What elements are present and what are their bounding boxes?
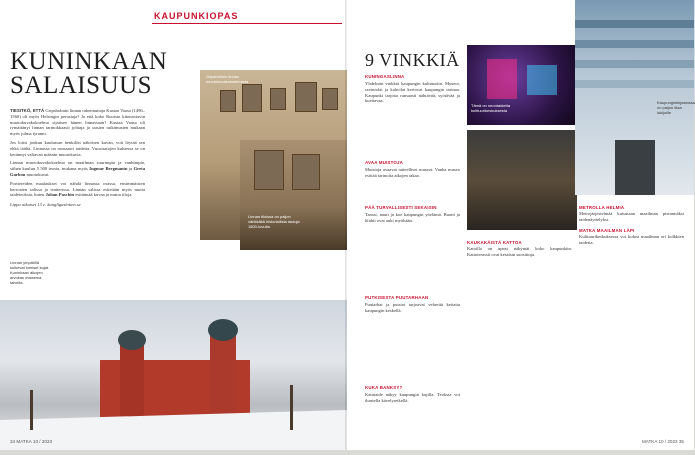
tip-7-column — [579, 205, 684, 246]
portrait-frame — [242, 84, 262, 112]
ticket-tip: Lippu aikuiset 13 e. kungligaslotten.se — [10, 202, 81, 208]
castle-illustration — [0, 300, 347, 450]
shelf-band — [575, 40, 694, 48]
neon-panel — [527, 65, 557, 95]
gallery-caption: Gripsholmin linnan muotokuvakokoelmasta — [206, 74, 249, 84]
neon-panel — [487, 59, 517, 99]
paragraph-3-end: muotokuvat. — [26, 171, 50, 177]
bar-photo — [467, 130, 577, 230]
portrait-frame — [322, 88, 338, 110]
paragraph-4-end: esittämää kuvaa ja muita tiloja. — [75, 192, 133, 198]
tip-5-text: Puutarhat ja puistot tarjoavat vehreitä keitaita kaupungin keskellä. — [365, 302, 460, 313]
paragraph-4-text: Porttereiden maalaukset voi nähdä linnassa osassa, ensimmäisten kerrosten salissa ja teatterissa. Linnan salissa esitetään myös muita taideteoksia, kuten — [10, 180, 145, 198]
page-heading: 9 VINKKIÄ — [365, 50, 460, 70]
tip-7-text: Metrojärjestelmää kutsutaan maailman pisimmäksi taidenäyttelyksi. — [579, 210, 684, 222]
tip-2-text: Muistoja avaavat taiteelliset museot. Vanha museo esittää tarinoita aikojen takaa. — [365, 167, 460, 178]
person-bergman: Ingmar Bergmanin — [89, 166, 128, 172]
intro-text: Gripsholmin linnan rakennuttaja Kustaa Vaasa (1496–1560) oli myös Helsingin perustaja? Ja että koko Ruotsin kiinnostavin muotokuvakokoelma sijaitsee hänen linnassaan? Kustaa Vaasa oli rymättänyt linnan tarmokkaasti johtaja ja uusien tutkimusten mukaan myös julma tyranni. — [10, 108, 145, 137]
title-line-1: KUNINKAAN — [10, 48, 168, 75]
tip-4-heading: KAUKAKÄISTÄ KATTOA — [467, 240, 522, 245]
left-page — [0, 0, 347, 450]
tree-trunk — [290, 385, 293, 430]
section-label: KAUPUNKIOPAS — [154, 11, 239, 21]
portrait-frame — [254, 150, 284, 190]
paragraph-2: Jos loitsi jonkun kuuluisan henkilön näköisen kuvan, voit löytää sen ehkä täältä. Linnassa on runsaasti taidetta. Vuosisatojen kuluessa se on kerännyt valtavan määrän muotokuvia. — [10, 139, 145, 157]
library-caption: Kaupunginkirjastossa on paljon tilaa lukijoille — [657, 100, 695, 115]
shelf-band — [575, 60, 694, 68]
neon-caption: Tämä on neontaidetta kulttuurikeskuksesta — [471, 103, 510, 113]
castle-tower — [210, 330, 236, 420]
snow-ground — [0, 410, 347, 450]
section-rule — [152, 23, 342, 24]
intro-paragraph — [10, 108, 145, 137]
portrait-room-photo — [240, 140, 347, 250]
portrait-frame — [220, 90, 236, 112]
paragraph-3-text: Linnan muotokuvakokoelma on maailman suurimpia ja vanhimpia, siihen kuuluu 5 500 teosta, mukana myös — [10, 160, 145, 172]
paragraph-3 — [10, 160, 145, 177]
tip-1-heading: KUNINGASLINNA — [365, 74, 405, 79]
library-photo — [575, 0, 694, 195]
portrait-frame — [270, 88, 286, 110]
castle-dome — [208, 319, 238, 341]
intro-column — [10, 108, 145, 208]
reader-figure — [615, 140, 655, 195]
portrait-frame — [295, 82, 317, 112]
tip-1-text: Yhdeksän vinkkiä kaupungin kulttuuriin. Museot, ravintolat ja kahvilat kertovat kaupungin tarinaa. Kaupunki tarjoaa runsaasti nähtävää, syötävää ja koettavaa. — [365, 81, 460, 104]
neon-art-photo — [467, 45, 577, 125]
right-page — [347, 0, 694, 450]
library-shelves — [575, 0, 694, 195]
tip-5-heading: PUTKISESTA PUUTARHAAN — [365, 295, 429, 300]
left-folio: 34 MATKA 10 / 2023 — [10, 439, 53, 444]
tip-8-text: Kulttuurikeskuksessa voi kokea maailman eri kolkkien taidetta. — [579, 234, 684, 245]
tree-trunk — [30, 390, 33, 430]
intro-lead: TIESITKÖ, ETTÄ — [10, 108, 45, 113]
castle-dome — [118, 330, 146, 350]
page-title — [10, 48, 168, 99]
tip-4-column — [467, 240, 572, 257]
paragraph-4 — [10, 181, 145, 198]
castle-tower — [120, 340, 144, 420]
tip-7-heading: METROLLA HELMIÄ — [579, 205, 625, 210]
person-garbo: Greta Garbon — [10, 166, 146, 177]
tip-2-heading: AVAA MUISTOJA — [365, 160, 404, 165]
title-line-2: SALAISUUS — [10, 72, 153, 99]
tip-6-text: Katutaide näkyy kaupungin kujilla. Teoksia voi ihastella kävelyretkellä. — [365, 392, 460, 403]
castle-photo — [0, 260, 347, 450]
tip-3-heading: PÄÄ TURVALLISESTI SEKAISIN — [365, 205, 437, 210]
tip-4-text: Katoilla on upeat näkymät koko kaupunkiin. Kattoterassit ovat kesäisin suosittuja. — [467, 245, 572, 257]
shelf-band — [575, 20, 694, 28]
person-pasch: Johan Paschin — [45, 192, 75, 198]
right-folio: MATKA 10 / 2023 35 — [641, 439, 684, 444]
word-and: ja — [128, 166, 133, 172]
portrait-frame — [292, 154, 320, 190]
tip-6-heading: KUKA BANKSY? — [365, 385, 403, 390]
shelf-band — [575, 80, 694, 88]
tip-3-text: Tanssi, nauti ja koe kaupungin yöelämä. Baarit ja klubit ovat auki myöhään. — [365, 212, 460, 223]
tip-8-heading: MATKA MAAILMAN LÄPI — [579, 228, 635, 234]
portrait-caption: Linnan tiloissa on paljon värikkäitä historiallisia tauluja 1800-luvulta — [248, 214, 300, 229]
castle-caption: Linnan ympärillä kulkevat lumiset kujat. Kuninkaan aikojen arvokas maisema talvella. — [10, 260, 50, 285]
